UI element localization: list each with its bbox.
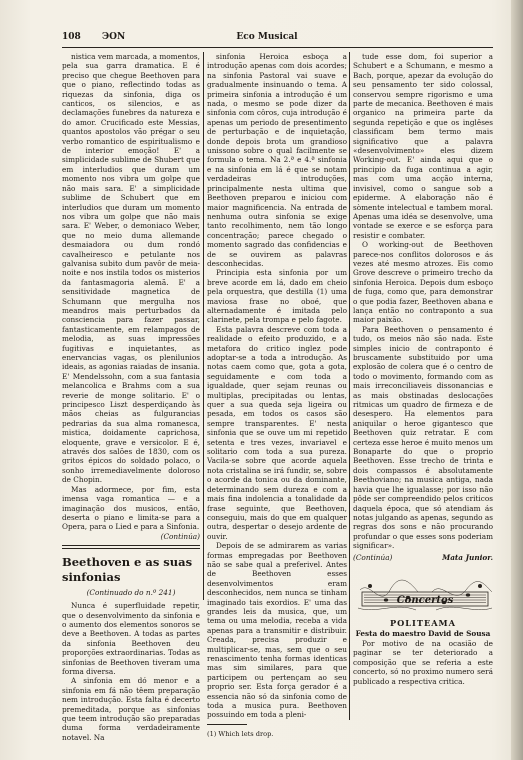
footnote: (1) Which lets drop. <box>207 729 274 738</box>
paragraph: A sinfonia em dó menor e a sinfonia em fá não têem preparação nem introdução. Esta falta é decerto premeditada, porque as sinfonias que teem introdução são preparadas duma forma verdadeiramente notavel. Na <box>62 676 200 742</box>
theatre-section <box>353 618 493 686</box>
page-number: 108 <box>62 32 81 42</box>
paragraph: sinfonia Heroica esboça a introdução apenas com dois acordes; na sinfonia Pastoral vai suave e gradualmente insinuando o tema. A primeira sinfonia a introdução é um nada, o mesmo se pode dizer da sinfonia com côros, cuja introdução é apenas um periodo de presentimento de perturbação e de inquietação, donde depois brota um grandioso unissono sobre o qual facilmente se formula o tema. Na 2.ª e 4.ª sinfonia e na sinfonia em lá é que se notam verdadeiras introduções, principalmente nesta ultima que Beethoven preparou e iniciou com maior magnificencia. Na entrada de nenhuma outra sinfonia se exige tanto recolhimento, nem tão longo concentração; parece chegado o momento sagrado das confidencias e de se ouvirem as palavras desconhecidas. <box>207 52 347 268</box>
ornamental-banner <box>356 578 494 614</box>
svg-text:Concertos: Concertos <box>396 595 454 606</box>
page-edge-shadow <box>511 0 523 760</box>
paragraph: Para Beethoven o pensamento é tudo, os meios não são nada. Este simples inicio de contraponto é bruscamente substituido por uma explosão de colera que é o centro de todo o movimento, formando com as mais irreconciliaveis dissonancias e as mais obstinadas deslocações ritmicas um quadro de firmeza e de desespero. Ha elementos para aniquilar o heroe gigantesco que Beethoven quiz retratar. E com certeza esse heroe é muito menos um Bonaparte do que o proprio Beethoven. Esse trecho de trinta e dois compassos é absolutamente Beethoviano; na musica antiga, nada havia que lhe igualasse; por isso não pôde ser compreendido pelos criticos daquela época, que só atendiam ás notas julgando as apenas, segundo as regras dos sons e não procurando profundar o que esses sons poderiam significar». <box>353 324 493 551</box>
column-3 <box>353 52 493 562</box>
paragraph: nistica vem marcada, a momentos, pela sua garra dramatica. E é preciso que chegue Beethoven para que o piano, reflectindo todas as riquezas da sinfonia, diga os canticos, os silencios, e as declamações funebres da natureza e do amor. Crucificado este Messias, quantos apostolos vão prégar o seu verbo romantico de espiritualismo e de interior emoção! E' a simplicidade sublime de Shubert que em interludios que duram um momento nos vibra um golpe que não mais sara. E' a simplicidade sublime de Schubert que em interludios que duram um momento nos vibra um golpe que não mais sara. E' Weber, o demoniaco Weber, que no meio duma allemande desmaiadora ou dum rondó cavalheiresco e petulante nos galvanisa subito dum pavôr de meia-noite e nos instila todos os misterios da fantasmagoria alemã. E' a sensitividade magnetica de Schumann que mergulha nos meandros mais perturbados da consciencia para fazer passar, fantasticamente, em relampagos de melodia, as suas impressões fugitivas e inquietantes, as enervancias vagas, os plenilunios ideais, as agonias raiadas de insania. E' Mendelssohn, com a sua fantasia melancolica e Brahms com a sua reverie de monge solitario. E' o principesco Liszt desperdiçando às mãos cheias as fulgurancias pedrarias da sua alma romanesca, mistica, doidamente caprichosa, eloquente, grave e versicolor. E é, através dos salões de 1830, com os gritos épicos do soldado polaco, o sonho irremediavelmente doloroso de Chopin. <box>62 52 200 485</box>
paragraph: Nunca é superfluidade repetir, que o desenvolvimento da sinfonia e o aumento dos elementos sonoros se deve a Beethoven. A todas as partes da sinfonia Beethoven deu proporções extraordinarias. Todas as sinfonias de Beethoven tiveram uma forma diversa. <box>62 601 200 677</box>
column-2 <box>207 52 347 738</box>
paragraph: Esta palavra descreve com toda a realidade o efeito produzido, e a metafora do critico inglez pode adoptar-se a toda a introdução. As notas caem como que, gota a gota, seguidamente e com toda a igualdade, quer sejam reunas ou multiplas, precipitadas ou lentas, quer a sua queda seja ligeira ou pesada, em todos os casos são sempre transparentes. E' nesta sinfonia que se ouve um mi repetido setenta e tres vezes, invariavel e solitario com toda a sua pureza. Vacila-se sobre que acorde aquela nota cristalina se irá fundir, se, sobre o acorde da tonica ou da dominante, determinando sem dureza e com a mais fina indolencia a tonalidade da frase seguinte, que Beethoven, conseguiu, mais do que em qualquer outra, despertar o desejo ardente de ouvir. <box>207 324 347 541</box>
paragraph: O working-out de Beethoven parece-nos conflitos dolorosos e ás vezes até mesmo atrozes. Eis como Grove descreve o primeiro trecho da sinfonia Heroica. Depois dum esboço de fuga, como que, para demonstrar o que podia fazer, Beethoven abana e lança então no contraponto a sua maior paixão. <box>353 240 493 325</box>
continues-label: (Continúa) <box>353 552 393 562</box>
column-rule-2 <box>349 52 350 720</box>
section-subtitle: Festa do maestro David de Sousa <box>355 628 491 638</box>
section-divider <box>62 545 200 549</box>
footnote-rule <box>207 724 247 725</box>
column-rule-1 <box>203 52 204 600</box>
paragraph: Por motivo de na ocasião de paginar se ter deteriorado a composição que se referia a este concerto, só no proximo numero será publicado a respectiva critica. <box>353 638 493 686</box>
continues-label: (Continúa) <box>160 531 200 541</box>
column-1 <box>62 52 200 742</box>
page-header <box>62 32 472 46</box>
paragraph: Depois de se admirarem as varias formas empregadas por Beethoven não se sabe qual a preferivel. Antes de Beethoven esses desenvolvimentos eram desconhecidos, nem nunca se tinham imaginado tais exordios. E' uma das grandes leis da musica, que, um tema ou uma melodia, receba a vida apenas para a transmitir e distribuir. Creada, precisa produzir e multiplicar-se, mas, sem que o seu renascimento tenha formas identicas mas sim similares, para que participem ou pertençam ao seu proprio ser. Esta força gerador é a essencia não só da sinfonia como de toda a musica pura. Beethoven possuindo em toda a pleni- <box>207 541 347 720</box>
article-title: Beethoven e as suas sinfonias <box>62 555 193 584</box>
continuation-note: (Continuado do n.º 241) <box>86 587 176 597</box>
paragraph: Mas adormece, por fim, esta imensa vaga romantica — e a imaginação dos musicos, então, deserta o piano e limita-se para a Opera, para o Lied e para a Sinfonia. <box>62 484 200 532</box>
header-rule <box>62 47 493 48</box>
author-signature: Mata Junior. <box>442 552 493 562</box>
paragraph: tude esse dom, foi superior a Schubert e a Schumann, e mesmo a Bach, porque, apezar da evolução do seu pensamento ter sido colossal, conservou sempre rigorismo e uma parte de mecanica. Beethoven é mais organico na primeira parte da segunda repetição e que os inglêses classificam bem termo mais significativo que a palavra «desenvolvimento» eles dizem Working-out. E' ainda aqui que o principio da fuga continua a agir, mas com uma acção interna, invisivel, como o sangue sob a epiderme. A elaboração não é sòmente intelectual e tambem moral. Apenas uma idéa se desenvolve, uma vontade se exerce e se esforça para resistir e combater. <box>353 52 493 240</box>
section-title: POLITEAMA <box>390 618 456 628</box>
publication-title: Eco Musical <box>236 32 298 42</box>
running-head: ЭОN <box>102 32 126 42</box>
article-footer <box>353 553 493 562</box>
paragraph: Principia esta sinfonia por um breve acorde em lá, dado em cheio pela orquestra, que destilla (1) uma maviosa frase no oboé, que alternadamente é imitada pelo clarinete, pela trompa e pelo fagote. <box>207 268 347 325</box>
